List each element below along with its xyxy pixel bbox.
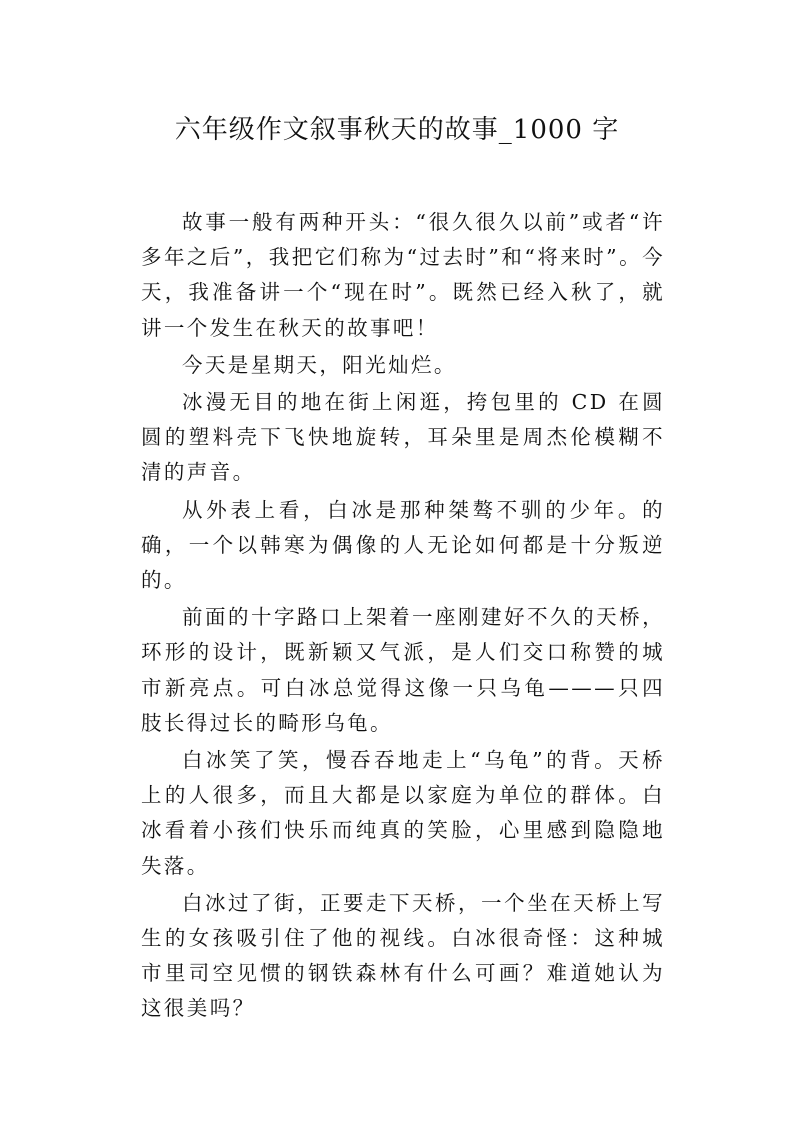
paragraph: 冰漫无目的地在街上闲逛，挎包里的 CD 在圆圆的塑料壳下飞快地旋转，耳朵里是周杰伦模糊不清的声音。 bbox=[141, 390, 665, 485]
document-title: 六年级作文叙事秋天的故事_1000 字 bbox=[174, 115, 620, 145]
document-body bbox=[141, 205, 665, 1029]
paragraph: 白冰过了街，正要走下天桥，一个坐在天桥上写生的女孩吸引住了他的视线。白冰很奇怪：这种城市里司空见惯的钢铁森林有什么可画？难道她认为这很美吗？ bbox=[141, 890, 665, 1021]
paragraph: 故事一般有两种开头：“很久很久以前”或者“许多年之后”，我把它们称为“过去时”和“将来时”。今天，我准备讲一个“现在时”。既然已经入秋了，就讲一个发生在秋天的故事吧！ bbox=[141, 210, 665, 340]
paragraph: 前面的十字路口上架着一座刚建好不久的天桥，环形的设计，既新颖又气派，是人们交口称赞的城市新亮点。可白冰总觉得这像一只乌龟———只四肢长得过长的畸形乌龟。 bbox=[141, 605, 665, 735]
paragraph: 今天是星期天，阳光灿烂。 bbox=[182, 352, 457, 377]
paragraph: 白冰笑了笑，慢吞吞地走上“乌龟”的背。天桥上的人很多，而且大都是以家庭为单位的群体。白冰看着小孩们快乐而纯真的笑脸，心里感到隐隐地失落。 bbox=[141, 748, 665, 878]
paragraph: 从外表上看，白冰是那种桀骜不驯的少年。的确，一个以韩寒为偶像的人无论如何都是十分叛逆的。 bbox=[141, 497, 665, 593]
